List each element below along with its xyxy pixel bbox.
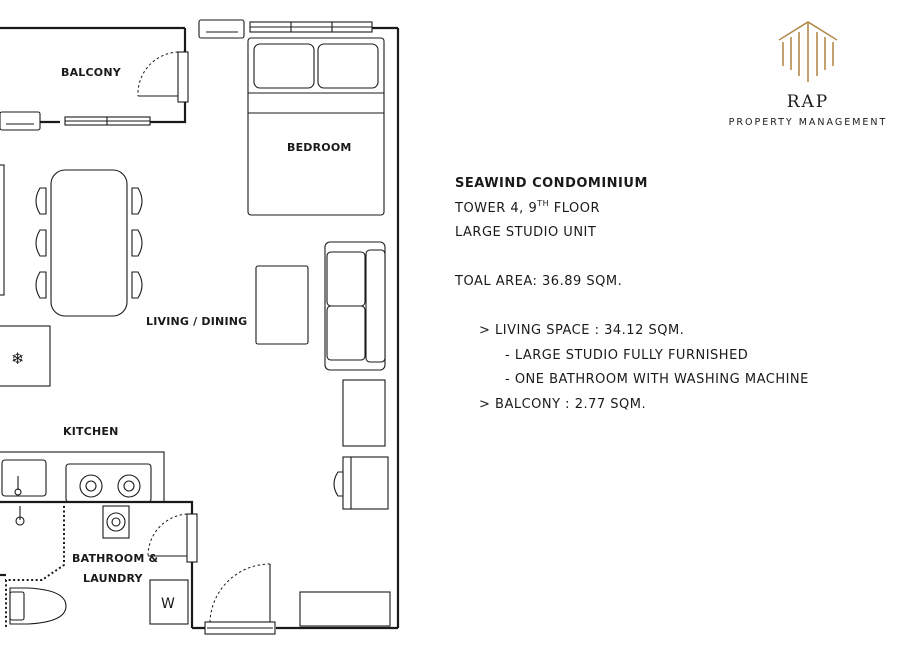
ac-unit-top bbox=[199, 20, 244, 38]
cabinet-left-edge bbox=[0, 165, 4, 295]
entry-door-arc bbox=[210, 564, 270, 622]
balcony-door bbox=[178, 52, 188, 102]
tower-floor bbox=[455, 197, 885, 222]
brand-logo bbox=[718, 20, 898, 135]
pillow-right bbox=[318, 44, 378, 88]
tv-cabinet bbox=[343, 380, 385, 446]
fridge bbox=[0, 326, 50, 386]
desk-chair bbox=[334, 472, 343, 496]
kitchen-sink bbox=[2, 460, 46, 496]
unit-type: LARGE STUDIO UNIT bbox=[455, 225, 597, 240]
building-logo-icon bbox=[775, 20, 841, 82]
stove bbox=[66, 464, 151, 502]
desk bbox=[343, 457, 388, 509]
room-label-balcony: BALCONY bbox=[61, 66, 121, 79]
detail-living-space: > LIVING SPACE : 34.12 SQM. bbox=[479, 323, 685, 338]
washer-label: W bbox=[161, 596, 175, 612]
room-label-bathroom-line2: LAUNDRY bbox=[83, 572, 143, 585]
detail-balcony: > BALCONY : 2.77 SQM. bbox=[479, 396, 647, 412]
dining-chairs-left bbox=[36, 188, 46, 298]
balcony-door-arc bbox=[138, 52, 178, 96]
ac-unit-balcony bbox=[0, 112, 40, 130]
coffee-table bbox=[256, 266, 308, 344]
floor-word: FLOOR bbox=[549, 200, 601, 216]
detail-bathroom: - ONE BATHROOM WITH WASHING MACHINE bbox=[505, 372, 809, 387]
brand-tagline: PROPERTY MANAGEMENT bbox=[728, 117, 888, 128]
room-label-bedroom: BEDROOM bbox=[287, 141, 352, 154]
unit-info bbox=[455, 172, 885, 417]
room-label-kitchen: KITCHEN bbox=[63, 425, 119, 438]
pillow-left bbox=[254, 44, 314, 88]
shoe-cabinet bbox=[300, 592, 390, 626]
total-area: TOAL AREA: 36.89 SQM. bbox=[455, 274, 623, 289]
bathroom-door bbox=[187, 514, 197, 562]
detail-furnished: - LARGE STUDIO FULLY FURNISHED bbox=[505, 347, 749, 363]
snowflake-icon: ❄ bbox=[11, 349, 25, 368]
project-title: SEAWIND CONDOMINIUM bbox=[455, 176, 648, 191]
floor-ordinal: TH bbox=[537, 198, 550, 208]
brand-name: RAP bbox=[786, 92, 830, 112]
dining-chairs-right bbox=[132, 188, 142, 298]
bathroom-door-arc bbox=[148, 514, 187, 556]
room-label-bathroom-line1: BATHROOM & bbox=[72, 552, 159, 565]
tower-prefix: TOWER 4, 9 bbox=[455, 200, 538, 216]
dining-table bbox=[51, 170, 127, 316]
room-label-living-dining: LIVING / DINING bbox=[146, 315, 248, 328]
